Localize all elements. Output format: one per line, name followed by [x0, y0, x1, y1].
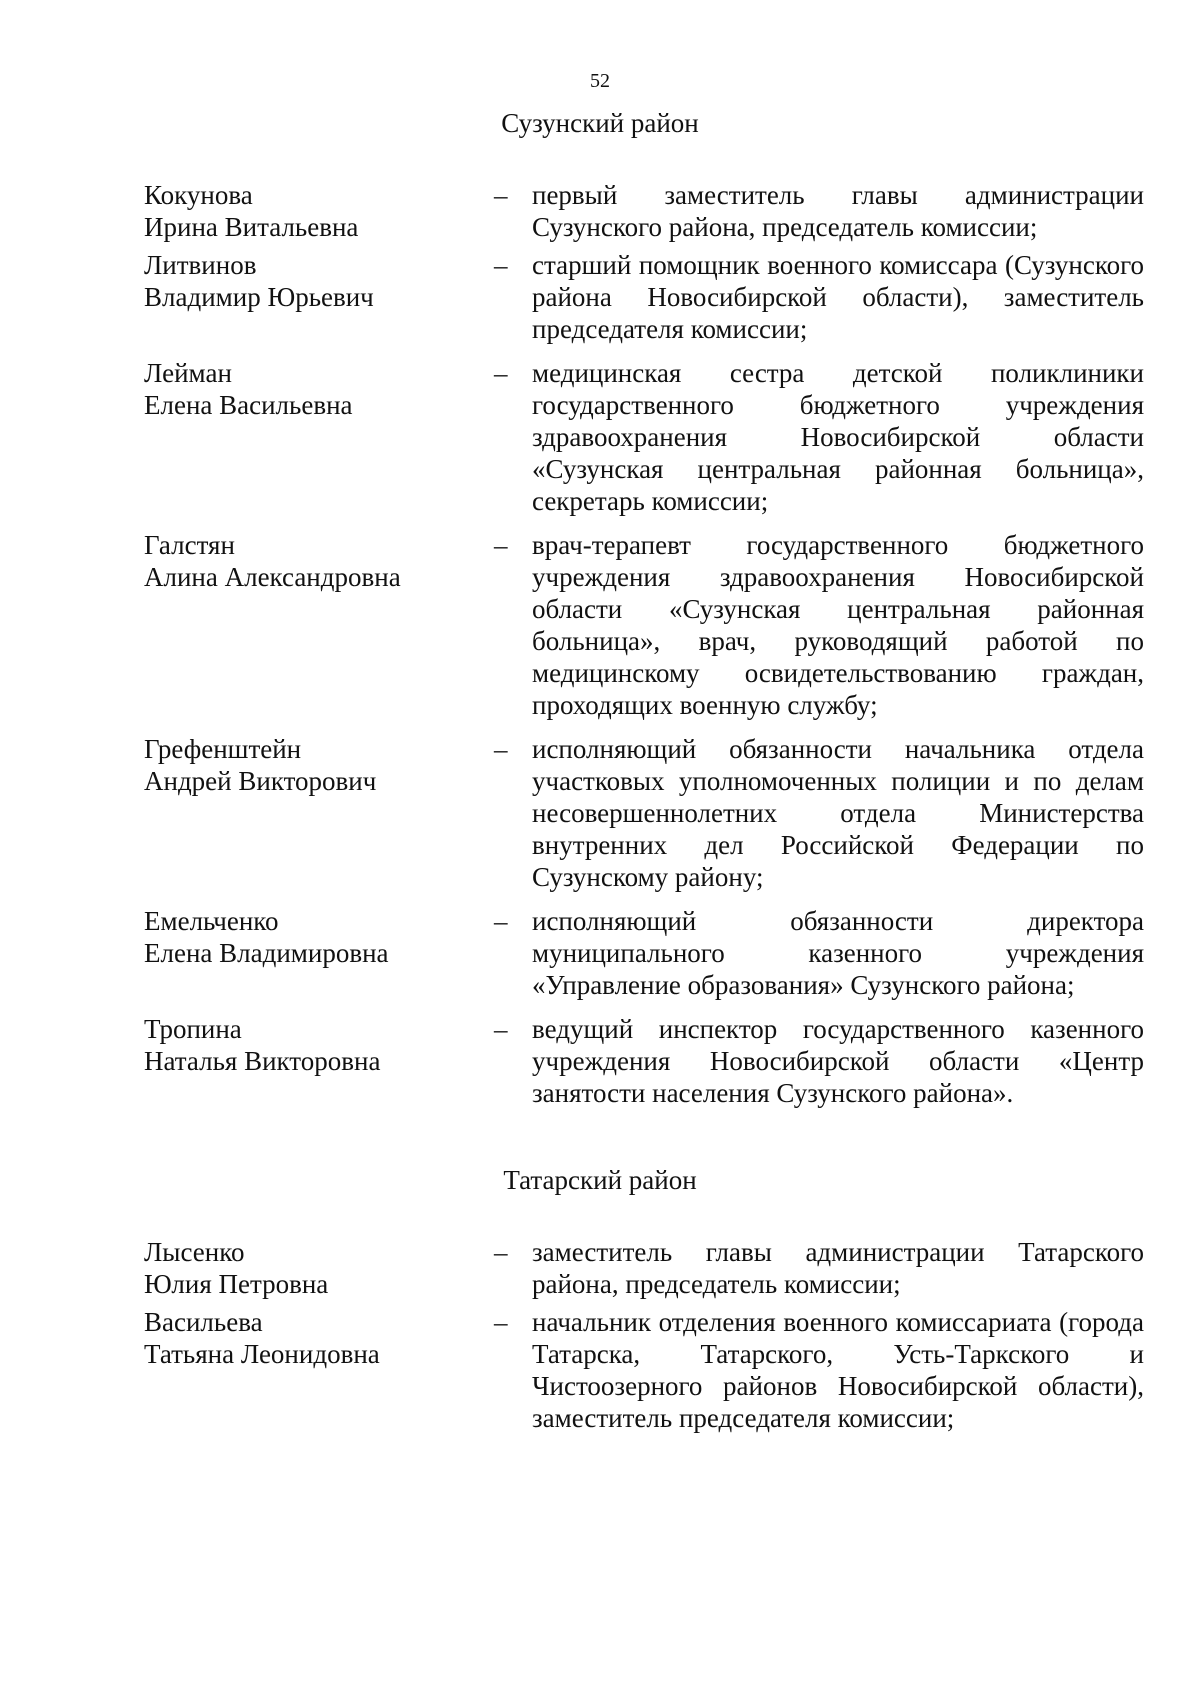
member-name [144, 1236, 494, 1300]
member-given-name: Елена Васильевна [144, 390, 353, 420]
member-row [144, 529, 1144, 721]
section-suzun [144, 108, 1144, 1121]
dash-separator: – [494, 530, 508, 560]
member-given-name: Наталья Викторовна [144, 1046, 381, 1076]
member-row [144, 733, 1144, 893]
dash-separator: – [494, 358, 508, 388]
member-given-name: Татьяна Леонидовна [144, 1339, 380, 1369]
dash-separator: – [494, 250, 508, 280]
member-row [144, 179, 1144, 243]
member-given-name: Елена Владимировна [144, 938, 389, 968]
member-row [144, 357, 1144, 517]
member-row [144, 1236, 1144, 1300]
member-surname: Лейман [144, 358, 232, 388]
member-name [144, 357, 494, 517]
section-title: Сузунский район [501, 108, 699, 138]
member-given-name: Юлия Петровна [144, 1269, 329, 1299]
member-role: начальник отделения военного комиссариата (города Татарска, Татарского, Усть-Таркского и Чистоозерного районов Новосибирской области), заместитель председателя комиссии; [532, 1307, 1144, 1433]
member-surname: Емельченко [144, 906, 279, 936]
dash-separator: – [494, 1237, 508, 1267]
section-title: Татарский район [503, 1165, 697, 1195]
member-name [144, 733, 494, 893]
member-row [144, 905, 1144, 1001]
member-name [144, 179, 494, 243]
page-number: 52 [590, 70, 610, 92]
member-role: заместитель главы администрации Татарского района, председатель комиссии; [532, 1237, 1144, 1299]
member-role: ведущий инспектор государственного казенного учреждения Новосибирской области «Центр занятости населения Сузунского района». [532, 1014, 1144, 1108]
member-name [144, 905, 494, 1001]
member-name [144, 1013, 494, 1109]
section-tatarsk [144, 1165, 1144, 1440]
member-surname: Грефенштейн [144, 734, 302, 764]
member-given-name: Ирина Витальевна [144, 212, 359, 242]
member-role: исполняющий обязанности начальника отдела участковых уполномоченных полиции и по делам несовершеннолетних отдела Министерства внутренних дел Российской Федерации по Сузунскому району; [532, 734, 1144, 892]
member-name [144, 1306, 494, 1434]
member-name [144, 249, 494, 345]
member-surname: Литвинов [144, 250, 257, 280]
dash-separator: – [494, 906, 508, 936]
member-role: врач-терапевт государственного бюджетного учреждения здравоохранения Новосибирской области «Сузунская центральная районная больница», врач, руководящий работой по медицинскому освидетельствованию граждан, проходящих военную службу; [532, 530, 1144, 720]
member-surname: Лысенко [144, 1237, 245, 1267]
member-row [144, 1306, 1144, 1434]
member-given-name: Алина Александровна [144, 562, 401, 592]
member-given-name: Андрей Викторович [144, 766, 377, 796]
member-surname: Галстян [144, 530, 235, 560]
member-role: исполняющий обязанности директора муниципального казенного учреждения «Управление образования» Сузунского района; [532, 906, 1144, 1000]
member-row [144, 1013, 1144, 1109]
member-name [144, 529, 494, 721]
dash-separator: – [494, 734, 508, 764]
member-role: медицинская сестра детской поликлиники государственного бюджетного учреждения здравоохранения Новосибирской области «Сузунская центральная районная больница», секретарь комиссии; [532, 358, 1144, 516]
member-surname: Васильева [144, 1307, 263, 1337]
member-surname: Тропина [144, 1014, 242, 1044]
member-role: старший помощник военного комиссара (Сузунского района Новосибирской области), заместитель председателя комиссии; [532, 250, 1144, 344]
member-row [144, 249, 1144, 345]
dash-separator: – [494, 1014, 508, 1044]
member-given-name: Владимир Юрьевич [144, 282, 374, 312]
member-role: первый заместитель главы администрации Сузунского района, председатель комиссии; [532, 180, 1144, 242]
member-surname: Кокунова [144, 180, 253, 210]
dash-separator: – [494, 1307, 508, 1337]
dash-separator: – [494, 180, 508, 210]
